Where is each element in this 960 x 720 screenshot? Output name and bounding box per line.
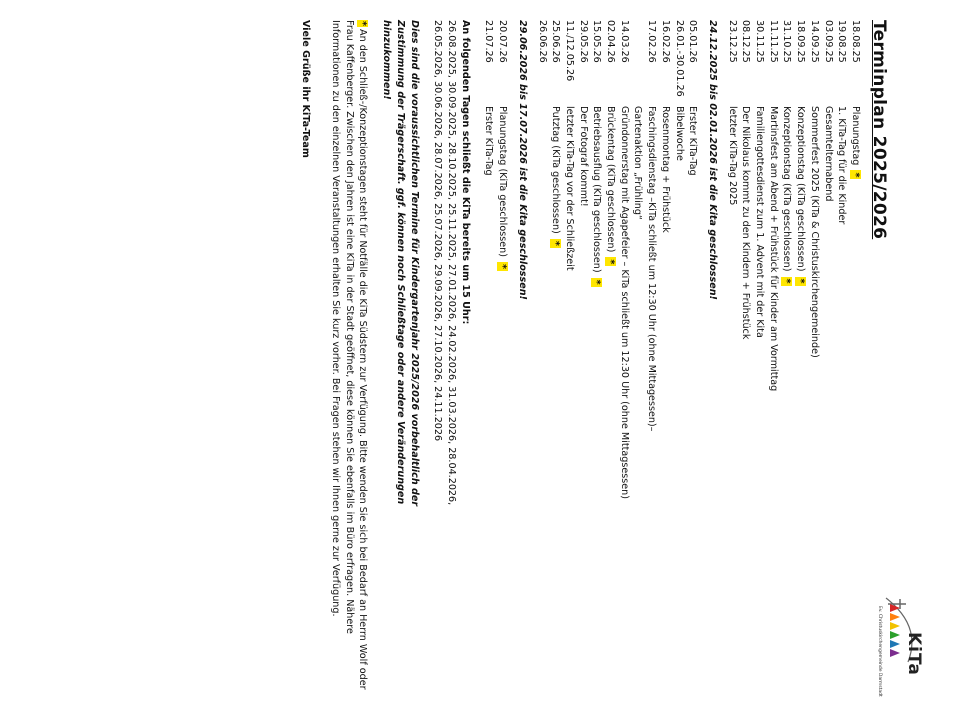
schedule-group-2 [644,20,699,700]
entry-description [590,106,604,700]
schedule-document [299,20,890,700]
schedule-entry [603,20,617,700]
disclaimer-line-1: Dies sind die voraussichtlichen Termine für Kindergartenjahr 2025/2026 vorbehaltlich der [408,20,420,507]
entry-date: 14.03.26 [618,20,630,63]
marker-asterisk: * [357,21,369,27]
marker-asterisk: * [550,240,562,246]
entry-description [482,106,496,700]
entry-text: Gründonnerstag mit Agapefeier – KiTa schließt um 12:30 Uhr (ohne Mittagsessen) [618,106,630,499]
entry-text: Gesamtelternabend [822,106,834,202]
schedule-entry [780,20,794,700]
logo-triangle [890,649,900,657]
page-title: Terminplan 2025/2026 [869,20,889,240]
marker-asterisk: * [795,278,807,284]
logo-word: KiTa [904,632,924,676]
entry-text: Erster KiTa-Tag [483,106,495,176]
entry-description [821,106,835,700]
entry-continuation: Gartenaktion „Frühling“ [632,106,644,220]
entry-description [780,106,794,700]
schedule-entry [835,20,849,700]
entry-description [848,106,862,700]
entry-date: 02.04.26 [605,20,617,63]
schedule-entry [495,20,509,700]
entry-text: Erster KiTa-Tag [687,106,699,176]
entry-text: letzter KiTa-Tag 2025 [726,106,738,206]
closure-notice-summer: 29.06.2026 bis 17.07.2026 ist die Kita geschlossen! [516,20,528,300]
entry-text: letzter KiTa-Tag vor der Schließzeit [563,106,575,271]
entry-date: 08.12.25 [740,20,752,63]
schedule-entry [549,20,563,700]
closure-notice-winter: 24.12.2025 bis 02.01.2026 ist die Kita geschlossen! [706,20,718,300]
marker-asterisk: * [781,278,793,284]
marker-asterisk: * [497,264,509,270]
entry-date: 05.01.26 [687,20,699,63]
entry-date: 26.06.26 [536,20,548,63]
entry-description [549,106,563,700]
schedule-entry [482,20,496,700]
schedule-entry [752,20,766,700]
schedule-group-4 [482,20,509,700]
entry-date: 18.09.25 [795,20,807,63]
entry-text: Planungstag (KiTa geschlossen) [497,106,509,260]
logo-triangle [890,613,900,621]
marker-asterisk: * [591,279,603,285]
schedule-entry [766,20,780,700]
logo-triangle [890,622,900,630]
entry-description [672,106,686,700]
entry-description [686,106,700,700]
entry-text: Betriebsausflug (KiTa geschlossen) [591,106,603,276]
entry-description [793,106,807,700]
entry-text: Planungstag [850,106,861,169]
entry-date: 23.12.25 [726,20,738,63]
entry-description [658,106,672,700]
entry-date: 18.08.25 [850,20,861,63]
schedule-entry [576,20,590,700]
schedule-group-1 [725,20,862,700]
entry-description [617,106,631,700]
emergency-note [328,20,369,700]
entry-text: Der Fotograf kommt! [577,106,589,207]
entry-date: 21.07.26 [483,20,495,63]
entry-description [535,106,549,700]
emergency-note-text: An den Schließ-/Konzeptionstagen steht für Notfälle die KiTa Südstern zur Verfügung. Bitte wenden Sie sich bei Bedarf an Herrn Wolf oder Frau Kaffenberger. Zwischen den Jahren ist eine KiTa in der Stadt geöffnet, diese können Sie ebenfalls im Büro erfragen. Nähere Informationen zu den einzelnen Veranstaltungen erhalten Sie kurz vorher. Bei Fragen stehen wir Ihnen gerne zur Verfügung. [330,20,369,690]
entry-description [495,106,509,700]
early-close-section [431,20,472,700]
schedule-entry [672,20,686,700]
schedule-entry [848,20,862,700]
schedule-entry [739,20,753,700]
entry-date: 14.09.25 [808,20,820,63]
entry-description [752,106,766,700]
entry-text: Brückentag (KiTa geschlossen) [605,106,617,256]
entry-description [725,106,739,700]
entry-description [562,106,576,700]
entry-description [644,106,658,700]
entry-date: 19.08.25 [836,20,848,63]
schedule-entry [807,20,821,700]
schedule-entry [590,20,604,700]
entry-text: Putztag (KiTa geschlossen) [550,106,562,237]
entry-text: Rosenmontag + Frühstück [659,106,671,233]
entry-date: 11.11.25 [767,20,779,63]
entry-date: 26.01.-30.01.26 [673,20,685,97]
entry-text: Sommerfest 2025 (KiTa & Christuskirchengemeinde) [808,106,820,358]
entry-description [739,106,753,700]
schedule-entry [793,20,807,700]
entry-description [576,106,590,700]
entry-date: 20.07.26 [497,20,509,63]
entry-date: 30.11.25 [754,20,766,63]
schedule-entry [562,20,576,700]
entry-date: 31.10.25 [781,20,793,63]
schedule-entry [658,20,672,700]
schedule-entry [535,20,549,700]
entry-text: Martinsfest am Abend + Frühstück für Kinder am Vormittag [767,106,779,392]
marker-asterisk: * [850,172,861,178]
entry-date: 03.09.25 [822,20,834,63]
entry-text: Faschingsdienstag –KiTa schließt um 12:30 Uhr (ohne Mittagessen)– [646,106,658,432]
schedule-entry [617,20,631,700]
entry-description [807,106,821,700]
entry-date: 11./12.05.26 [563,20,575,82]
logo-triangle [890,640,900,648]
entry-text: 1. KiTa-Tag für die Kinder [836,106,848,225]
marker-asterisk: * [605,259,617,265]
entry-text: Konzeptionstag (KiTa geschlossen) [781,106,793,275]
disclaimer-line-3: hinzukommen! [381,20,393,100]
schedule-entry [821,20,835,700]
schedule-group-3 [535,20,631,700]
disclaimer-line-2: Zustimmung der Trägerschaft. ggf. können noch Schließtage oder andere Veränderungen [394,20,406,505]
entry-text: Der Nikolaus kommt zu den Kindern + Frühstück [740,106,752,340]
entry-description [766,106,780,700]
early-close-dates-line-2: 26.05.2026, 30.06.2026, 28.07.2026, 25.07.2026, 29.09.2026, 27.10.2026, 24.11.2026 [432,20,444,442]
greeting: Viele Grüße ihr KiTa-Team [300,20,312,158]
entry-description [835,106,849,700]
entry-date: 29.05.26 [577,20,589,63]
logo-triangle [890,631,900,639]
entry-date: 25.06.26 [550,20,562,63]
schedule-entry [725,20,739,700]
disclaimer [380,20,421,700]
schedule-entry [686,20,700,700]
entry-date: 16.02.26 [659,20,671,63]
entry-date: 15.05.26 [591,20,603,63]
entry-text: Bibelwoche [673,106,685,161]
entry-description [603,106,617,700]
early-close-heading: An folgenden Tagen schließt die KiTa bereits um 15 Uhr: [459,20,471,325]
entry-date: 17.02.26 [646,20,658,63]
entry-text: Familiengottesdienst zum 1. Advent mit der Kita [754,106,766,338]
entry-text: Konzeptionstag (KiTa geschlossen) [795,106,807,275]
schedule-entry [644,20,658,700]
early-close-dates-line-1: 26.08.2025, 30.09.2025, 28.10.2025, 25.11.2025, 27.01.2026, 24.02.2026, 31.03.2026, 28.04.2026, [446,20,458,506]
logo-subtitle: Ev. Christuskirchengemeinde Darmstadt [877,606,882,697]
